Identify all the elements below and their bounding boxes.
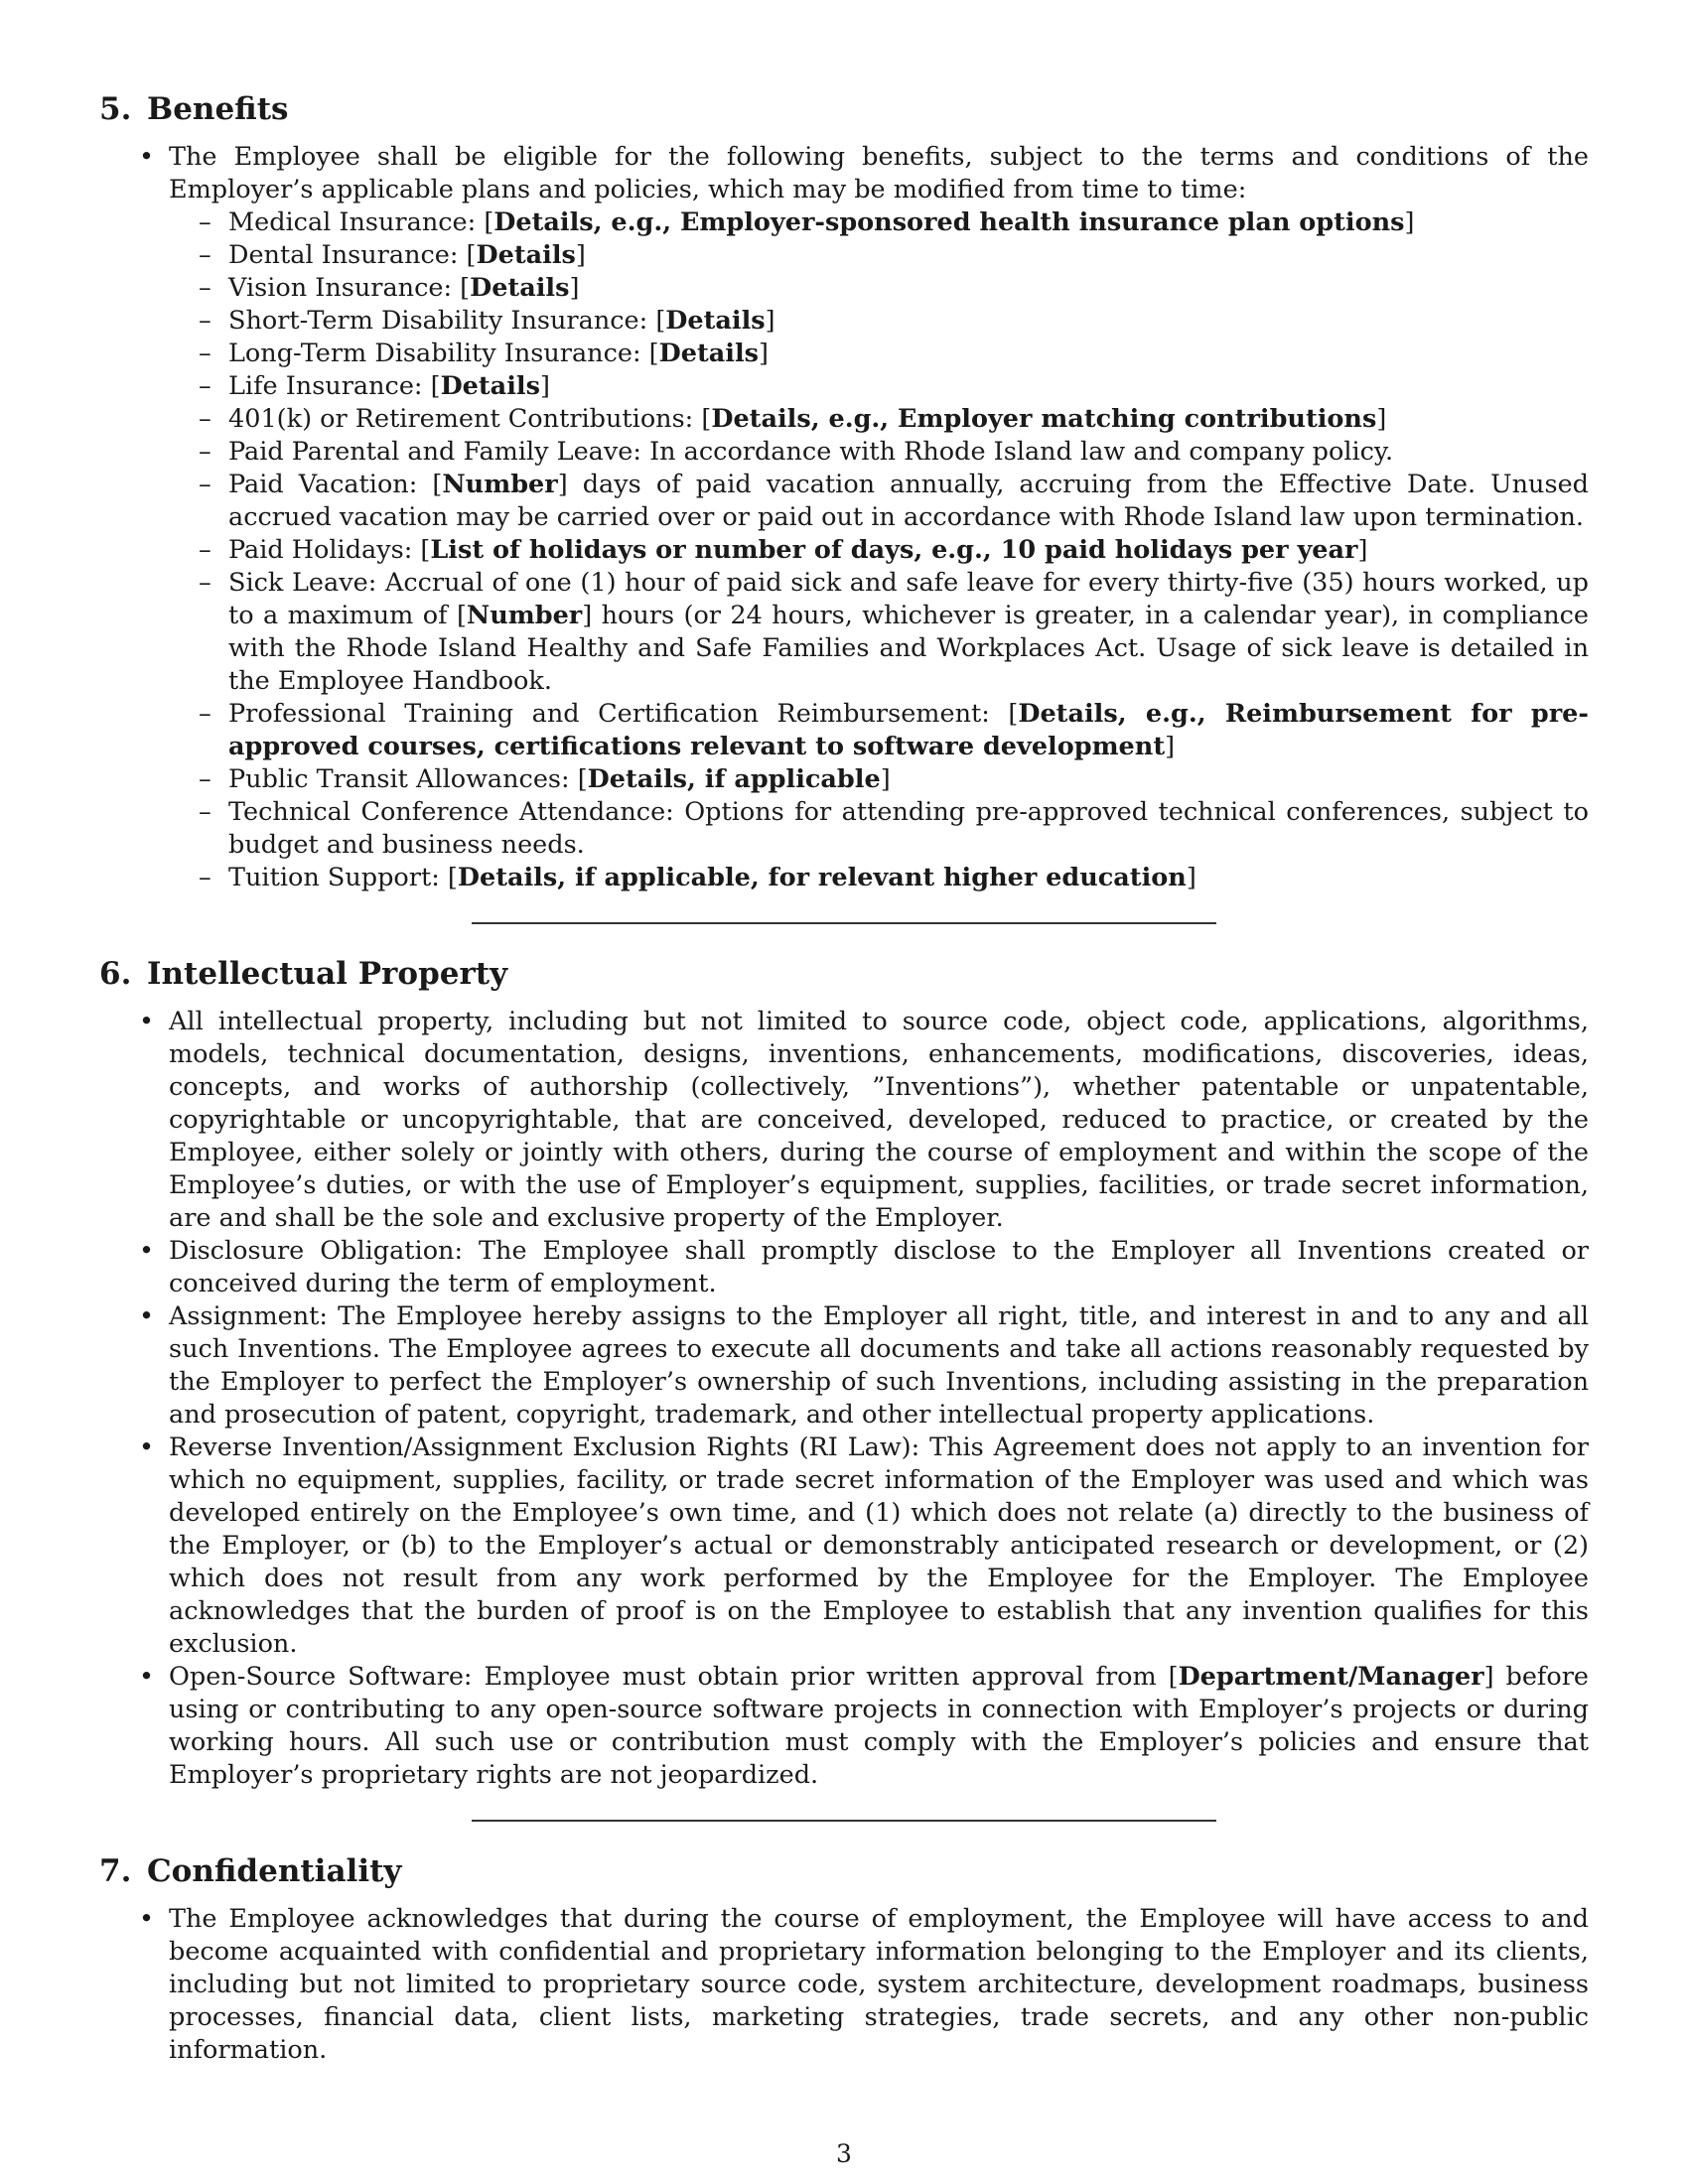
section-intellectual-property xyxy=(99,954,1589,1792)
ip-assignment: • Assignment: The Employee hereby assigns to the Employer all right, title, and interest in and to any and all such Inventions. The Employee agrees to execute all documents and take all actions reasonably requested by the Employer to perfect the Employer’s ownership of such Inventions, including assisting in the preparation and prosecution of patent, copyright, trademark, and other intellectual property applications. xyxy=(99,1300,1589,1432)
benefit-life-insurance: – Life Insurance: [Details] xyxy=(169,370,1589,403)
page-number: 3 xyxy=(836,2139,852,2168)
ip-exclusion: • Reverse Invention/Assignment Exclusion Rights (RI Law): This Agreement does not apply to an invention for which no equipment, supplies, facility, or trade secret information of the Employer was used and which was developed entirely on the Employee’s own time, and (1) which does not relate (a) directly to the business of the Employer, or (b) to the Employer’s actual or demonstrably anticipated research or development, or (2) which does not result from any work performed by the Employee for the Employer. The Employee acknowledges that the burden of proof is on the Employee to establish that any invention qualifies for this exclusion. xyxy=(99,1432,1589,1661)
list-item xyxy=(99,141,1589,894)
benefit-vision: – Vision Insurance: [Details] xyxy=(169,272,1589,305)
section-confidentiality xyxy=(99,1851,1589,2067)
ip-ownership: • All intellectual property, including but not limited to source code, object code, applications, algorithms, models, technical documentation, designs, inventions, enhancements, modifications, discoveries, ideas, concepts, and works of authorship (collectively, ”Inventions”), whether patentable or unpatentable, copyrightable or uncopyrightable, that are conceived, developed, reduced to practice, or created by the Employee, either solely or jointly with others, during the course of employment and within the scope of the Employee’s duties, or with the use of Employer’s equipment, supplies, facilities, or trade secret information, are and shall be the sole and exclusive property of the Employer. xyxy=(99,1006,1589,1235)
benefits-intro: The Employee shall be eligible for the following benefits, subject to the terms and conditions of the Employer’s applicable plans and policies, which may be modified from time to time: xyxy=(169,142,1589,205)
section-heading xyxy=(99,1851,1589,1891)
benefit-parental-leave: – Paid Parental and Family Leave: In accordance with Rhode Island law and company policy. xyxy=(169,436,1589,469)
section-title: Benefits xyxy=(147,91,289,127)
benefit-tuition: – Tuition Support: [Details, if applicable, for relevant higher education] xyxy=(169,862,1589,894)
bullet-list xyxy=(99,1903,1589,2067)
benefit-conference: – Technical Conference Attendance: Options for attending pre-approved technical conferences, subject to budget and business needs. xyxy=(169,796,1589,862)
section-number: 6. xyxy=(99,956,132,992)
benefit-medical: – Medical Insurance: [Details, e.g., Employer-sponsored health insurance plan options] xyxy=(169,206,1589,239)
benefits-sublist xyxy=(169,206,1589,894)
benefit-training: – Professional Training and Certification Reimbursement: [Details, e.g., Reimbursement for pre-approved courses, certifications relevant to software development] xyxy=(169,698,1589,763)
ip-open-source: • Open-Source Software: Employee must obtain prior written approval from [Department/Manager] before using or contributing to any open-source software projects in connection with Employer’s projects or during working hours. All such use or contribution must comply with the Employer’s policies and ensure that Employer’s proprietary rights are not jeopardized. xyxy=(99,1661,1589,1792)
benefit-sick-leave: – Sick Leave: Accrual of one (1) hour of paid sick and safe leave for every thirty-five (35) hours worked, up to a maximum of [Number] hours (or 24 hours, whichever is greater, in a calendar year), in compliance with the Rhode Island Healthy and Safe Families and Workplaces Act. Usage of sick leave is detailed in the Employee Handbook. xyxy=(169,567,1589,698)
confidentiality-acknowledgement: • The Employee acknowledges that during the course of employment, the Employee will have access to and become acquainted with confidential and proprietary information belonging to the Employer and its clients, including but not limited to proprietary source code, system architecture, development roadmaps, business processes, financial data, client lists, marketing strategies, trade secrets, and any other non-public information. xyxy=(99,1903,1589,2067)
bullet-list xyxy=(99,1006,1589,1792)
benefit-transit: – Public Transit Allowances: [Details, if applicable] xyxy=(169,763,1589,796)
section-title: Intellectual Property xyxy=(147,956,508,992)
benefit-holidays: – Paid Holidays: [List of holidays or number of days, e.g., 10 paid holidays per year] xyxy=(169,534,1589,567)
benefit-long-term-disability: – Long-Term Disability Insurance: [Details] xyxy=(169,338,1589,370)
benefit-short-term-disability: – Short-Term Disability Insurance: [Details] xyxy=(169,305,1589,338)
section-heading xyxy=(99,89,1589,129)
section-benefits xyxy=(99,89,1589,894)
section-number: 5. xyxy=(99,91,132,127)
benefit-retirement: – 401(k) or Retirement Contributions: [Details, e.g., Employer matching contributions] xyxy=(169,403,1589,436)
ip-disclosure: • Disclosure Obligation: The Employee shall promptly disclose to the Employer all Inventions created or conceived during the term of employment. xyxy=(99,1235,1589,1300)
benefit-dental: – Dental Insurance: [Details] xyxy=(169,239,1589,272)
section-heading xyxy=(99,954,1589,994)
section-title: Confidentiality xyxy=(147,1853,402,1889)
bullet-list xyxy=(99,141,1589,894)
benefit-vacation: – Paid Vacation: [Number] days of paid vacation annually, accruing from the Effective Date. Unused accrued vacation may be carried over or paid out in accordance with Rhode Island law upon termination. xyxy=(169,469,1589,534)
section-number: 7. xyxy=(99,1853,132,1889)
document-page xyxy=(99,89,1589,2067)
